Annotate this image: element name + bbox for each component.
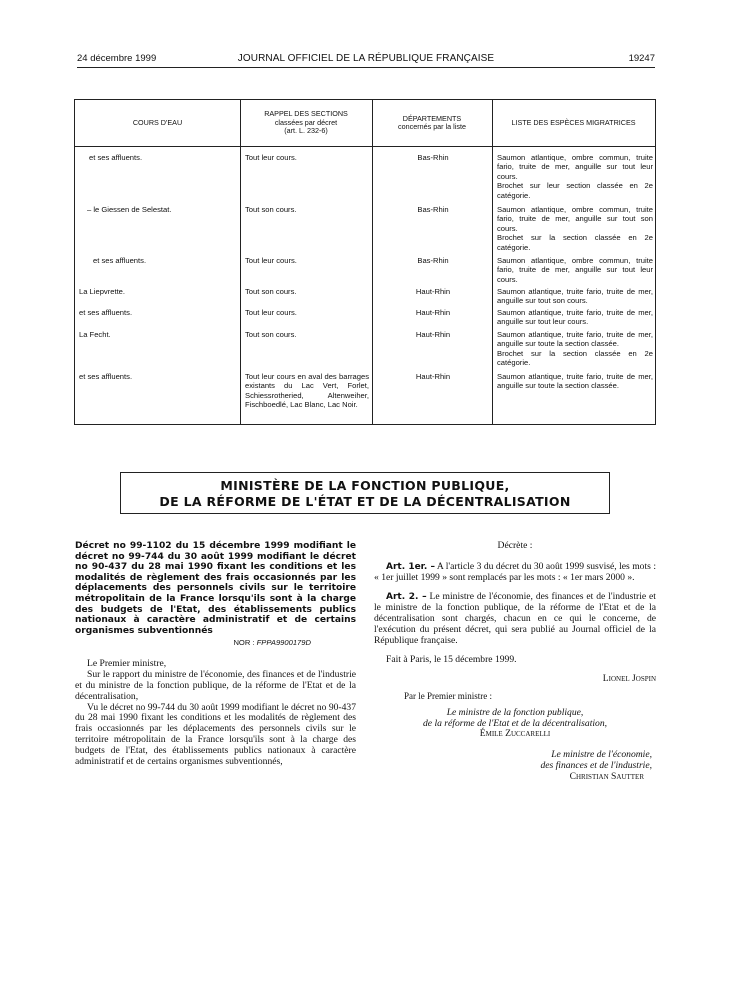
cell-cours-deau: La Liepvrette. (79, 287, 126, 296)
especes-text: Saumon atlantique, ombre commun, truite fario, truite de mer, anguille sur tout leur cours. (497, 256, 653, 284)
cell-departement: Haut-Rhin (415, 330, 451, 339)
decree-vu: Vu le décret no 99-744 du 30 août 1999 modifiant le décret no 90-437 du 28 mai 1990 fixant les conditions et les modalités de règlement des frais occasionnés par les déplacements des personnels civils sur le territoire métropolitain de la France lorsqu'ils sont à la charge des budgets de l'Etat, des établissements publics nationaux à caractère administratif et de certains organismes subventionnés, (75, 701, 356, 767)
cell-especes (497, 287, 653, 306)
header-label: (art. L. 232-6) (284, 126, 328, 136)
table-column-divider (492, 100, 493, 424)
especes-text: Saumon atlantique, truite fario, truite de mer, anguille sur toute la section classée. (497, 372, 653, 391)
nor-value: FPPA9900179D (256, 638, 311, 648)
decree-fait-a-paris: Fait à Paris, le 15 décembre 1999. (386, 654, 517, 666)
table-header-departements (372, 100, 492, 146)
table-header-rule (75, 146, 655, 147)
especes-line (497, 330, 653, 349)
cell-cours-deau: et ses affluents. (79, 308, 133, 317)
table-column-divider (372, 100, 373, 424)
cell-especes (497, 256, 653, 284)
cell-sections: Tout son cours. (245, 287, 297, 296)
especes-text: Saumon atlantique, ombre commun, truite fario, truite de mer, anguille sur tout son cours. (497, 205, 653, 233)
cell-sections (245, 372, 369, 410)
especes-line (497, 308, 653, 327)
sections-line (245, 372, 369, 410)
table-header-cours-deau (75, 100, 240, 146)
especes-text: Brochet sur leur section classée en 2e catégorie. (497, 181, 653, 200)
cell-cours-deau: et ses affluents. (93, 256, 147, 265)
decree-nor (75, 638, 311, 647)
signatory-premier-ministre: Lionel Jospin (602, 673, 656, 685)
cell-departement: Haut-Rhin (415, 308, 451, 317)
cell-cours-deau: et ses affluents. (79, 372, 133, 381)
signature-fonction-publique (374, 708, 656, 740)
article-1-text: A l'article 3 du décret du 30 août 1999 susvisé, les mots : « 1er juillet 1999 » sont remplacés par les mots : « 1er mars 2000 ». (374, 560, 656, 583)
especes-line (497, 181, 653, 200)
cell-especes (497, 205, 653, 252)
especes-text: Brochet sur la section classée en 2e catégorie. (497, 233, 653, 252)
ministry-heading (120, 472, 610, 514)
signatory-name: Émile Zuccarelli (479, 728, 551, 740)
especes-line (497, 205, 653, 233)
header-label: classées par décret (274, 117, 338, 127)
cell-departement: Bas-Rhin (417, 153, 449, 162)
header-date: 24 décembre 1999 (77, 53, 157, 64)
signature-economie (374, 750, 656, 782)
cell-departement: Haut-Rhin (415, 372, 451, 381)
minister-title: des finances et de l'industrie, (540, 759, 652, 771)
header-label: RAPPEL DES SECTIONS (264, 109, 348, 119)
especes-line (497, 153, 653, 181)
minister-title: Le ministre de l'économie, (551, 749, 652, 761)
cell-cours-deau: et ses affluents. (89, 153, 143, 162)
ministry-heading-line1: MINISTÈRE DE LA FONCTION PUBLIQUE, (220, 478, 510, 493)
header-journal-title: JOURNAL OFFICIEL DE LA RÉPUBLIQUE FRANÇAISE (237, 53, 495, 64)
cell-cours-deau: La Fecht. (79, 330, 111, 339)
article-2-label: Art. 2. – (386, 592, 427, 603)
cell-departement: Haut-Rhin (415, 287, 451, 296)
header-rule (77, 67, 655, 68)
sections-text: Tout leur cours en aval des barrages existants du Lac Vert, Forlet, Schiessrotheried, Altenweiher, Fischboedlé, Lac Blanc, Lac Noir. (245, 372, 369, 410)
decree-left-column (75, 541, 356, 767)
species-table (74, 99, 656, 425)
decree-premier-ministre: Le Premier ministre, (87, 658, 167, 670)
cell-departement: Bas-Rhin (417, 256, 449, 265)
especes-text: Saumon atlantique, truite fario, truite de mer, anguille sur tout son cours. (497, 287, 653, 306)
cell-departement: Bas-Rhin (417, 205, 449, 214)
header-label: DÉPARTEMENTS (402, 113, 462, 123)
header-label: concernés par la liste (398, 122, 466, 131)
especes-line (497, 233, 653, 252)
header-label: COURS D'EAU (132, 117, 183, 127)
especes-text: Brochet sur la section classée en 2e catégorie. (497, 348, 653, 368)
especes-line (497, 372, 653, 391)
especes-line (497, 256, 653, 284)
cell-especes (497, 153, 653, 200)
especes-text: Saumon atlantique, truite fario, truite de mer, anguille sur tout leur cours. (497, 308, 653, 327)
cell-cours-deau: – le Giessen de Selestat. (87, 205, 172, 214)
especes-line (497, 287, 653, 306)
especes-text: Saumon atlantique, ombre commun, truite fario, truite de mer, anguille sur tout leur cours. (497, 153, 653, 181)
especes-text: Saumon atlantique, truite fario, truite de mer, anguille sur toute la section classée. (497, 330, 653, 349)
minister-title: Le ministre de la fonction publique, (446, 706, 584, 718)
minister-title: de la réforme de l'Etat et de la décentralisation, (422, 717, 608, 729)
nor-label: NOR : (233, 638, 255, 648)
article-2-text: Le ministre de l'économie, des finances et de l'industrie et le ministre de la fonction publique, de la réforme de l'Etat et de la décentralisation sont chargés, chacun en ce qui le concerne, de l'exécution du présent décret, qui sera publié au Journal officiel de la République française. (374, 591, 656, 646)
ministry-heading-line2: DE LA RÉFORME DE L'ÉTAT ET DE LA DÉCENTRALISATION (159, 494, 571, 509)
cell-sections: Tout leur cours. (245, 256, 297, 265)
cell-sections: Tout leur cours. (245, 308, 297, 317)
cell-sections: Tout leur cours. (245, 153, 297, 162)
page-header (77, 53, 655, 67)
table-header-sections (240, 100, 372, 146)
decree-right-column (374, 541, 656, 783)
decree-article-1 (374, 562, 656, 584)
table-column-divider (240, 100, 241, 424)
decree-title: Décret no 99-1102 du 15 décembre 1999 modifiant le décret no 99-744 du 30 août 1999 modifiant le décret no 90-437 du 28 mai 1990 fixant les conditions et les modalités de règlement des frais occasionnés par les déplacements des personnels civils sur le territoire métropolitain de la France lorsqu'ils sont à la charge des budgets de l'Etat, des établissements publics nationaux à caractère administratif et de certains organismes subventionnés (75, 541, 356, 636)
cell-especes (497, 330, 653, 368)
table-header-especes (492, 100, 655, 146)
cell-especes (497, 372, 653, 391)
decree-article-2 (374, 592, 656, 646)
especes-line (497, 349, 653, 368)
decree-rapport: Sur le rapport du ministre de l'économie, des finances et de l'industrie et du ministre de la fonction publique, de la réforme de l'Etat et de la décentralisation, (75, 669, 356, 702)
cell-sections: Tout son cours. (245, 205, 297, 214)
header-label: LISTE DES ESPÈCES MIGRATRICES (511, 117, 636, 127)
cell-sections: Tout son cours. (245, 330, 297, 339)
signatory-name: Christian Sautter (569, 770, 644, 782)
article-1-label: Art. 1er. – (386, 561, 435, 572)
decree-decrete: Décrète : (497, 540, 533, 551)
cell-especes (497, 308, 653, 327)
header-page-number: 19247 (628, 53, 655, 64)
par-le-premier-ministre: Par le Premier ministre : (404, 690, 492, 701)
